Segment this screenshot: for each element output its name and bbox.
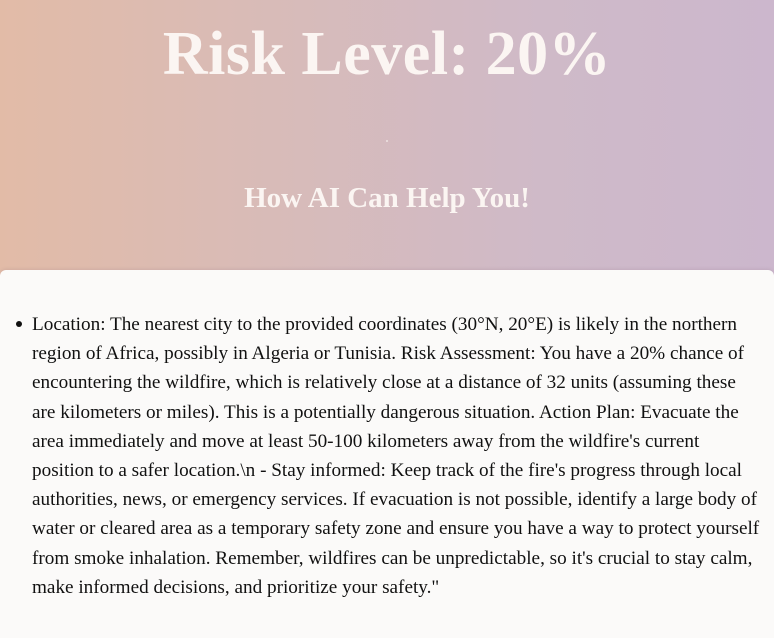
hero-banner bbox=[0, 0, 774, 272]
bullet-icon bbox=[16, 321, 22, 327]
advice-card bbox=[0, 270, 774, 638]
separator-dot bbox=[386, 140, 388, 142]
advice-list-item bbox=[32, 310, 764, 602]
advice-text: Location: The nearest city to the provided coordinates (30°N, 20°E) is likely in the northern region of Africa, possibly in Algeria or Tunisia. Risk Assessment: You have a 20% chance of encountering the wildfire, which is relatively close at a distance of 32 units (assuming these are kilometers or miles). This is a potentially dangerous situation. Action Plan: Evacuate the area immediately and move at least 50-100 kilometers away from the wildfire's current position to a safer location.\n - Stay informed: Keep track of the fire's progress through local authorities, news, or emergency services. If evacuation is not possible, identify a large body of water or cleared area as a temporary safety zone and ensure you have a way to protect yourself from smoke inhalation. Remember, wildfires can be unpredictable, so it's crucial to stay calm, make informed decisions, and prioritize your safety." bbox=[32, 314, 760, 598]
risk-level-title: Risk Level: 20% bbox=[162, 20, 612, 88]
advice-list bbox=[32, 310, 764, 602]
ai-help-heading: How AI Can Help You! bbox=[244, 182, 530, 214]
